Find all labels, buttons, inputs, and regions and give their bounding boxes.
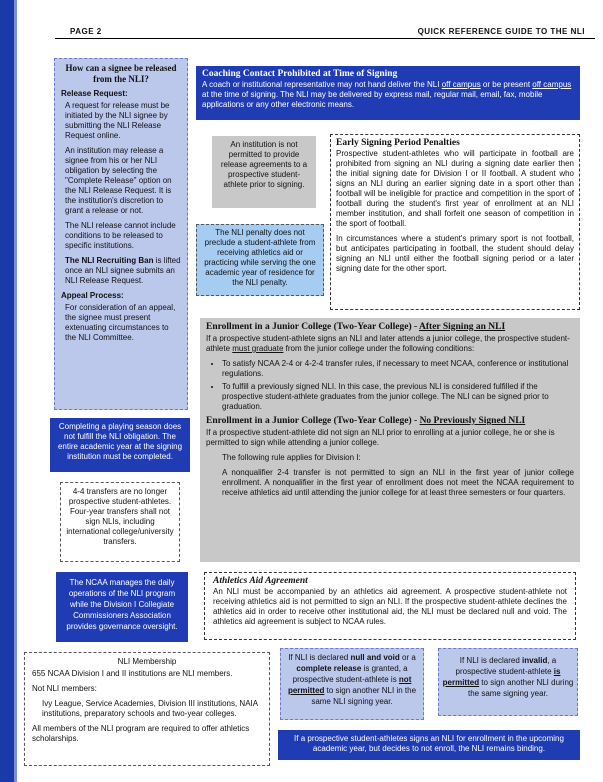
null-void-text-2: or a (399, 653, 416, 662)
list-item: • To fulfill a previously signed NLI. In this case, the previous NLI is considered fulfilled if the prospective student-athlete graduates from the junior college. The NLI can be signed prior to graduation. (222, 382, 574, 412)
null-void-text-1: If NLI is declared (288, 653, 351, 662)
membership-line-1: 655 NCAA Division I and II institutions are NLI members. (32, 669, 233, 678)
early-signing-box (330, 134, 580, 310)
athletics-aid-box (204, 572, 576, 640)
early-signing-paragraph-1: Prospective student-athletes who will participate in football are prohibited from signing an NLI during a signing date earlier then the initial signing date for Division I or II football. A student who signs an NLI during an earlier signing date in a sport other than football will be ineligible for practice and competition in the sport of football during the student's first year of enrollment at an NLI member institution, and shall forfeit one season of competition in the sport of football. (336, 149, 574, 228)
coaching-text-3: at the time of signing. The NLI may be delivered by express mail, regular mail, email, fax, mobile applications or any other electronic means. (202, 90, 543, 109)
membership-box (24, 652, 270, 766)
null-void-text-3: is granted, a prospective student-athlete is (292, 664, 408, 684)
coaching-title: Coaching Contact Prohibited at Time of Signing (202, 69, 398, 79)
membership-line-4: All members of the NLI program are required to offer athletics scholarships. (32, 724, 250, 743)
release-paragraph-4 (61, 256, 181, 286)
invalid-bold: invalid (522, 656, 548, 665)
coaching-text-1: A coach or institutional representative may not hand deliver the NLI (202, 80, 442, 89)
release-paragraph-1: A request for release must be initiated by the NLI signee by submitting the NLI Release Request online. (65, 101, 170, 140)
coaching-text (202, 80, 574, 110)
nli-penalty-box: The NLI penalty does not preclude a student-athlete from receiving athletics aid or practicing while serving the one academic year of residence for the NLI penalty. (196, 224, 324, 296)
junior-rule-text: A nonqualifier 2-4 transfer is not permitted to sign an NLI in the first year of junior college enrollment. A nonqualifier in the first year of enrollment does not meet the NCAA requirement to receive athletics aid until attending the junior college for at least three semesters or four quarters. (222, 468, 574, 497)
membership-line-3: Ivy League, Service Academies, Division III institutions, NAIA institutions, preparatory schools and two-year colleges. (42, 699, 258, 718)
junior-intro-after-b: from the junior college under the following conditions: (283, 344, 475, 353)
coaching-contact-box (196, 66, 580, 120)
athletics-aid-title: Athletics Aid Agreement (213, 576, 308, 586)
list-item: • To satisfy NCAA 2-4 or 4-2-4 transfer rules, if necessary to meet NCAA, conference or institutional regulations. (222, 359, 574, 379)
invalid-box (438, 648, 578, 716)
release-request-label: Release Request: (61, 89, 128, 98)
junior-title-after (206, 322, 574, 332)
header-rule (55, 38, 595, 39)
release-box (54, 58, 188, 410)
page-number: PAGE 2 (70, 27, 102, 36)
early-signing-paragraph-2: In circumstances where a student's primary sport is not football, but anticipates participating in football, the student should delay signing an NLI until either the football signing period or a later signing date for the other sport. (336, 234, 574, 273)
coaching-text-2: or be present (480, 80, 533, 89)
invalid-text-3: to sign another NLI during the same signing year. (467, 678, 574, 698)
junior-rule-label: The following rule applies for Division I: (222, 453, 361, 462)
membership-title: NLI Membership (117, 657, 177, 666)
invalid-text-2: , a prospective student-athlete (455, 656, 557, 676)
junior-title-no-nli (206, 416, 574, 426)
release-title: How can a signee be released from the NLI? (65, 63, 177, 84)
appeal-paragraph: For consideration of an appeal, the signee must present extenuating circumstances to the NLI Committee. (65, 303, 176, 342)
junior-conditions-list (222, 359, 574, 412)
release-agreement-box: An institution is not permitted to provide release agreements to a prospective student-athlete prior to signing. (212, 136, 316, 208)
release-paragraph-3: The NLI release cannot include conditions to be released to specific institutions. (65, 221, 176, 250)
null-void-text-4: to sign another NLI in the same NLI signing year. (311, 686, 417, 706)
transfers-box: 4-4 transfers are no longer prospective student-athletes. Four-year transfers shall not sign NLIs, including international college/university transfers. (60, 482, 180, 562)
junior-intro-no-nli: If a prospective student-athlete did not sign an NLI prior to enrolling at a junior college, he or she is permitted to sign while attending a junior college. (206, 428, 555, 447)
not-permitted-text: not permitted (287, 675, 412, 695)
junior-title-after-a: Enrollment in a Junior College (Two-Year College) - (206, 322, 420, 332)
athletics-aid-text: An NLI must be accompanied by an athletics aid agreement. A prospective student-athlete not receiving athletics aid is not permitted to sign an NLI. If the prospective student-athlete declines the athletics aid in order to receive other institutional aid, the NLI must be declared null and void. The athletics aid agreement is subject to NCAA rules. (213, 587, 567, 626)
recruiting-ban-text: is lifted once an NLI signee submits an NLI Release Request. (65, 256, 181, 285)
guide-title: QUICK REFERENCE GUIDE TO THE NLI (417, 27, 585, 36)
junior-title-after-b: After Signing an NLI (419, 322, 506, 332)
appeal-label: Appeal Process: (61, 291, 124, 300)
left-accent-bar (0, 0, 14, 782)
left-accent-shadow (14, 0, 17, 782)
coaching-off-campus-1: off campus (441, 80, 481, 89)
complete-release-bold: complete release (296, 664, 362, 673)
coaching-off-campus-2: off campus (532, 80, 572, 89)
early-signing-title: Early Signing Period Penalties (336, 138, 460, 148)
junior-intro-after-a: If a prospective student-athlete signs an NLI and later attends a junior college, the prospective student-athlete (206, 334, 570, 353)
ncaa-management-box: The NCAA manages the daily operations of the NLI program while the Division I Collegiate Commissioners Association provides governance oversight. (56, 572, 188, 642)
junior-title-no-nli-a: Enrollment in a Junior College (Two-Year College) - (206, 416, 420, 426)
invalid-text-1: If NLI is declared (459, 656, 522, 665)
enrollment-binding-box: If a prospective student-athletes signs an NLI for enrollment in the upcoming academic year, but decides to not enroll, the NLI remains binding. (278, 730, 580, 760)
junior-intro-after (206, 334, 574, 354)
membership-line-2: Not NLI members: (32, 684, 97, 693)
is-permitted-text: is permitted (442, 667, 561, 687)
release-paragraph-2: An institution may release a signee from his or her NLI obligation by selecting the "Complete Release" option on the NLI Release Request. It is the institution's discretion to grant a release or not. (65, 146, 172, 215)
junior-must-graduate: must graduate (232, 344, 284, 353)
junior-college-box (200, 318, 580, 562)
recruiting-ban-label: The NLI Recruiting Ban (65, 256, 154, 265)
null-void-bold: null and void (350, 653, 400, 662)
null-void-box (280, 648, 424, 720)
junior-title-no-nli-b: No Previously Signed NLI (419, 416, 526, 426)
playing-season-box: Completing a playing season does not fulfill the NLI obligation. The entire academic year at the signing institution must be completed. (50, 418, 190, 472)
